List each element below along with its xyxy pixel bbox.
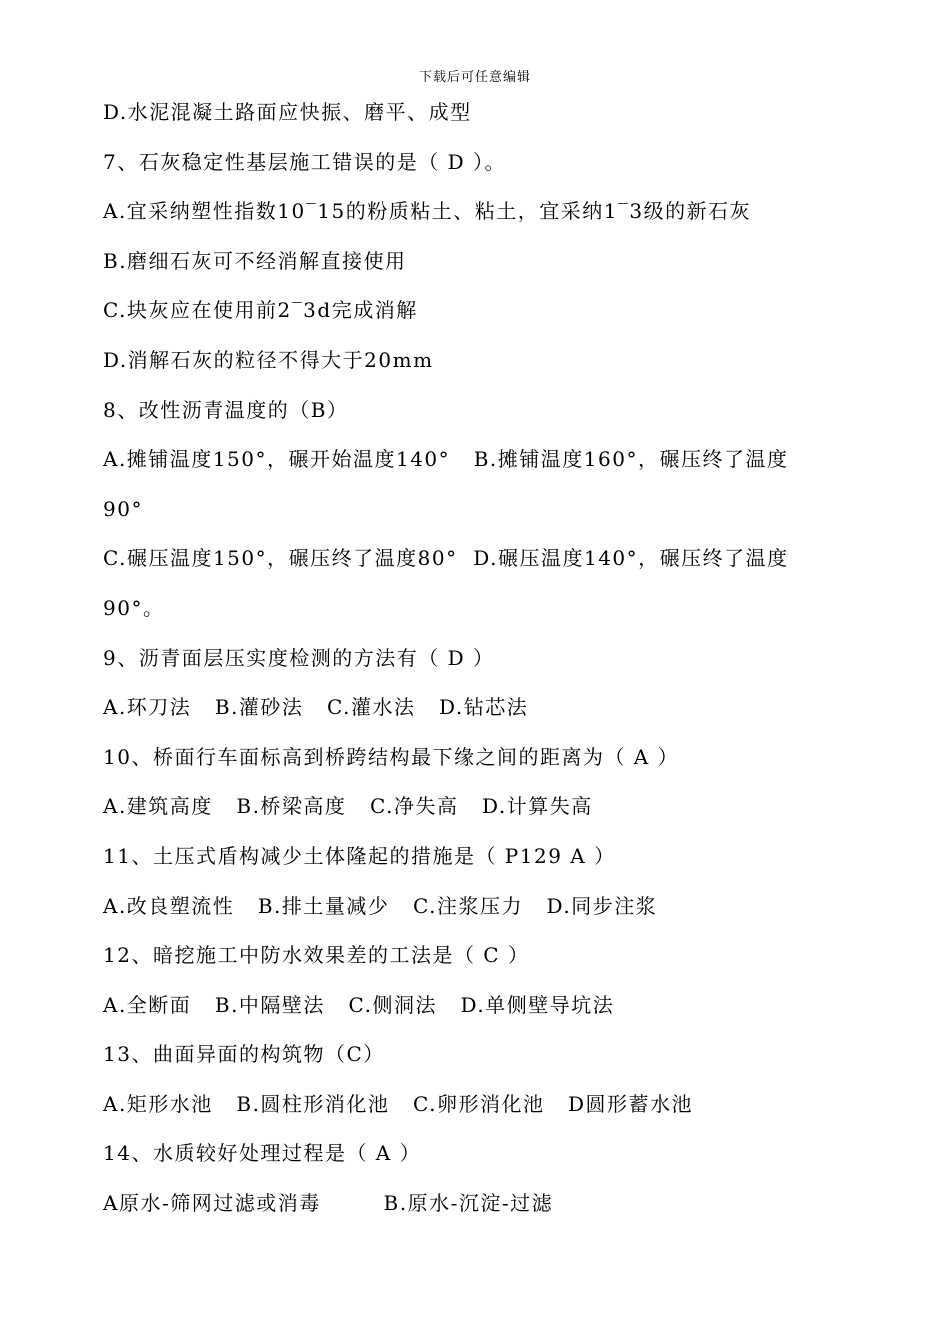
question-line: 7、石灰稳定性基层施工错误的是（ D ）。 bbox=[103, 149, 506, 174]
question-line: 12、暗挖施工中防水效果差的工法是（ C ） bbox=[103, 943, 530, 968]
option-line: D.消解石灰的粒径不得大于20mm bbox=[103, 347, 434, 372]
option-line: 90°。 bbox=[103, 595, 165, 620]
question-line: 9、沥青面层压实度检测的方法有（ D ） bbox=[103, 645, 495, 670]
option-line: A.矩形水池 B.圆柱形消化池 C.卵形消化池 D圆形蓄水池 bbox=[103, 1091, 694, 1116]
option-line: A.改良塑流性 B.排土量减少 C.注浆压力 D.同步注浆 bbox=[103, 893, 658, 918]
question-line: 13、曲面异面的构筑物（C） bbox=[103, 1042, 385, 1067]
option-line: A.全断面 B.中隔壁法 C.侧洞法 D.单侧壁导坑法 bbox=[103, 992, 615, 1017]
question-line: 14、水质较好处理过程是（ A ） bbox=[103, 1141, 422, 1166]
option-line: C.块灰应在使用前2‾3d完成消解 bbox=[103, 298, 418, 323]
option-line: A.建筑高度 B.桥梁高度 C.净失高 D.计算失高 bbox=[103, 794, 593, 819]
text-line: D.水泥混凝土路面应快振、磨平、成型 bbox=[103, 100, 472, 124]
option-line: A.环刀法 B.灌砂法 C.灌水法 D.钻芯法 bbox=[103, 695, 529, 720]
question-line: 10、桥面行车面标高到桥跨结构最下缘之间的距离为（ A ） bbox=[103, 744, 680, 769]
option-line: A.摊铺温度150°，碾开始温度140° B.摊铺温度160°，碾压终了温度 bbox=[103, 447, 789, 472]
option-line: A.宜采纳塑性指数10‾15的粉质粘土、粘土，宜采纳1‾3级的新石灰 bbox=[103, 199, 752, 224]
option-line: A原水-筛网过滤或消毒 B.原水-沉淀-过滤 bbox=[103, 1191, 554, 1216]
option-line: C.碾压温度150°，碾压终了温度80° D.碾压温度140°，碾压终了温度 bbox=[103, 546, 789, 571]
question-line: 11、土压式盾构减少土体隆起的措施是（ P129 A ） bbox=[103, 843, 616, 868]
document-body bbox=[103, 88, 873, 1229]
question-line: 8、改性沥青温度的（B） bbox=[103, 397, 349, 422]
option-line: B.磨细石灰可不经消解直接使用 bbox=[103, 248, 407, 273]
page-header: 下载后可任意编辑 bbox=[418, 70, 531, 85]
option-line: 90° bbox=[103, 496, 143, 521]
